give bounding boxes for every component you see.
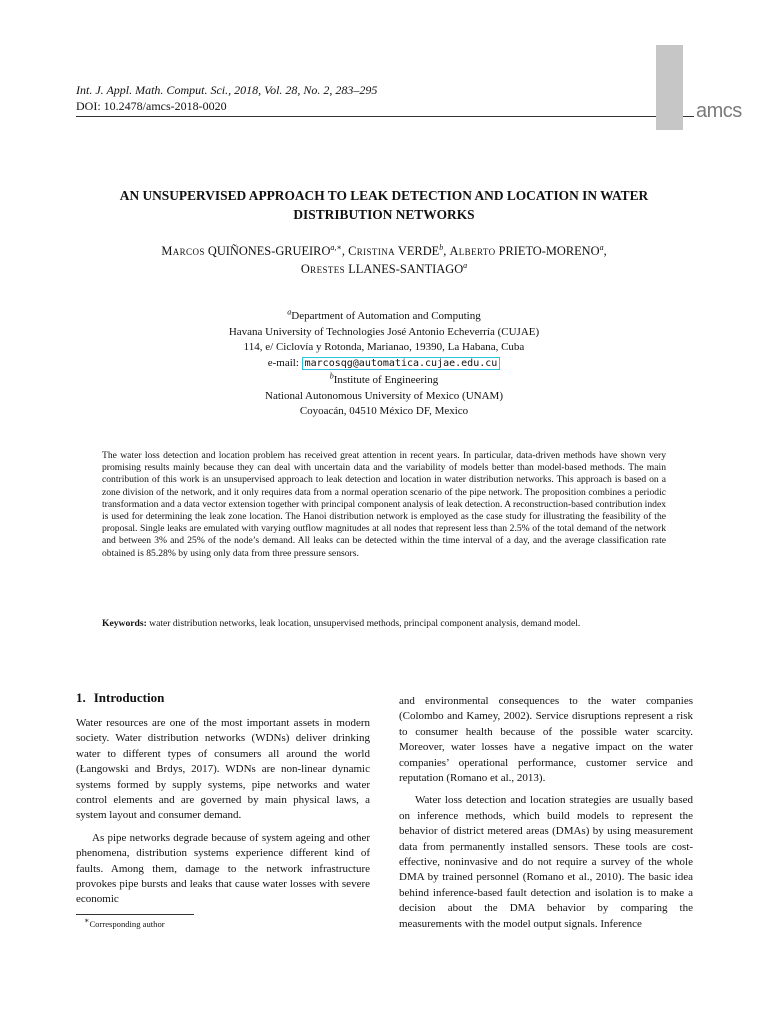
author bbox=[161, 244, 348, 258]
left-column bbox=[76, 690, 370, 915]
journal-logo-bar bbox=[656, 45, 683, 130]
author-list bbox=[80, 242, 688, 278]
author-first-name: Marcos bbox=[161, 244, 205, 258]
header-rule bbox=[76, 116, 694, 117]
author-last-name: PRIETO-MORENO bbox=[498, 244, 600, 258]
abstract: The water loss detection and location problem has received great attention in recent years. In particular, data-driven methods have shown very promising results mainly because they can deal with uncertain data and the variability of models better than model-based methods. The main contribution of this work is an unsupervised approach to leak detection and location in water distribution networks. This approach is based on a zone division of the network, and it only requires data from a normal operation scenario of the pipe network. The proposition combines a periodic transformation and a data vector extension together with principal component analysis of leak detection. A reconstruction-based contribution index is used for determining the leak zone location. The Hanoi distribution network is employed as the case study for illustrating the feasibility of the proposal. Single leaks are emulated with varying outflow magnitudes at all nodes that represent less than 2.5% of the total demand of the network and between 3% and 25% of the node’s demand. All leaks can be detected within the time interval of a day, and the average classification rate obtained is 85.28% by using only data from three pressure sensors. bbox=[102, 450, 666, 559]
footnote-text: Corresponding author bbox=[89, 919, 165, 929]
email-label: e-mail: bbox=[267, 356, 299, 369]
footnote-rule bbox=[76, 914, 194, 915]
author bbox=[449, 244, 606, 258]
affiliation-institution: National Autonomous University of Mexico (UNAM) bbox=[265, 389, 503, 402]
section-number: 1. bbox=[76, 690, 86, 705]
paragraph: Water loss detection and location strategies are usually based on inference methods, which build models to represent the behavior of district metered areas (DMAs) by using measurement data from permanently installed sensors. These tools are cost-effective, noninvasive and do not require a survey of the whole DMA by trained personnel (Romano et al., 2010). The basic idea behind inference-based fault detection and isolation is to make a decision about the DMA behavior by comparing the measurements with the model output signals. Inference bbox=[399, 794, 693, 930]
author-affiliation-mark: b bbox=[439, 242, 444, 252]
author-affiliation-mark: a,∗ bbox=[330, 242, 342, 252]
author-separator: , bbox=[443, 244, 447, 258]
journal-logo: amcs bbox=[696, 100, 742, 122]
email-link[interactable]: marcosqg@automatica.cujae.edu.cu bbox=[302, 357, 501, 370]
affiliation-address: 114, e/ Ciclovía y Rotonda, Marianao, 19390, La Habana, Cuba bbox=[243, 341, 525, 353]
footnote bbox=[84, 916, 165, 929]
affiliation-mark: a bbox=[287, 307, 292, 317]
author-first-name: Orestes bbox=[300, 262, 346, 276]
right-column bbox=[399, 694, 693, 939]
keywords bbox=[102, 618, 666, 630]
paragraph: and environmental consequences to the water companies (Colombo and Kamey, 2002). Service disruptions represent a risk to consumer health because of the possible water scarcity. Moreover, water losses have a negative impact on the water companies’ operational performance, customer service and reputation (Romano et al., 2013). bbox=[399, 695, 693, 785]
section-title: Introduction bbox=[93, 690, 165, 705]
doi: DOI: 10.2478/amcs-2018-0020 bbox=[76, 99, 227, 113]
footnote-mark: ∗ bbox=[84, 916, 90, 926]
paragraph: As pipe networks degrade because of system ageing and other phenomena, distribution systems experience different kind of faults. Among them, damage to the network infrastructure provokes pipe bursts and leaks that cause water losses with severe economic bbox=[76, 831, 370, 906]
author-affiliation-mark: a bbox=[463, 260, 468, 270]
author-last-name: VERDE bbox=[397, 244, 440, 258]
author-affiliation-mark: a bbox=[599, 242, 604, 252]
author-first-name: Cristina bbox=[348, 244, 396, 258]
affiliation-a bbox=[80, 309, 688, 371]
affiliation-address: Coyoacán, 04510 México DF, Mexico bbox=[299, 405, 469, 417]
journal-citation: Int. J. Appl. Math. Comput. Sci., 2018, Vol. 28, No. 2, 283–295 bbox=[76, 83, 378, 97]
author-separator: , bbox=[603, 244, 607, 258]
paragraph: Water resources are one of the most important assets in modern society. Water distribution networks (WDNs) deliver drinking water to different types of consumers all around the world (Łangowski and Brdys, 2017). WDNs are non-linear dynamic systems formed by supply systems, pipe networks and water control elements and are governed by main physical laws, a system layout and consumer demand. bbox=[76, 717, 370, 822]
section-heading bbox=[76, 690, 370, 706]
affiliation-institution: Havana University of Technologies José Antonio Echeverría (CUJAE) bbox=[228, 325, 540, 338]
keywords-text: water distribution networks, leak location, unsupervised methods, principal component analysis, demand model. bbox=[149, 618, 581, 629]
keywords-label: Keywords: bbox=[102, 618, 147, 629]
affiliation-department: Institute of Engineering bbox=[333, 374, 439, 386]
author-separator: , bbox=[341, 244, 345, 258]
author-first-name: Alberto bbox=[449, 244, 496, 258]
author bbox=[348, 244, 449, 258]
affiliation-b bbox=[80, 373, 688, 420]
paper-title: AN UNSUPERVISED APPROACH TO LEAK DETECTION AND LOCATION IN WATER DISTRIBUTION NETWORKS bbox=[119, 188, 649, 222]
affiliation-mark: b bbox=[329, 371, 334, 381]
author bbox=[301, 262, 467, 276]
affiliation-department: Department of Automation and Computing bbox=[291, 310, 481, 322]
author-last-name: LLANES-SANTIAGO bbox=[348, 262, 464, 276]
author-last-name: QUIÑONES-GRUEIRO bbox=[207, 244, 331, 258]
